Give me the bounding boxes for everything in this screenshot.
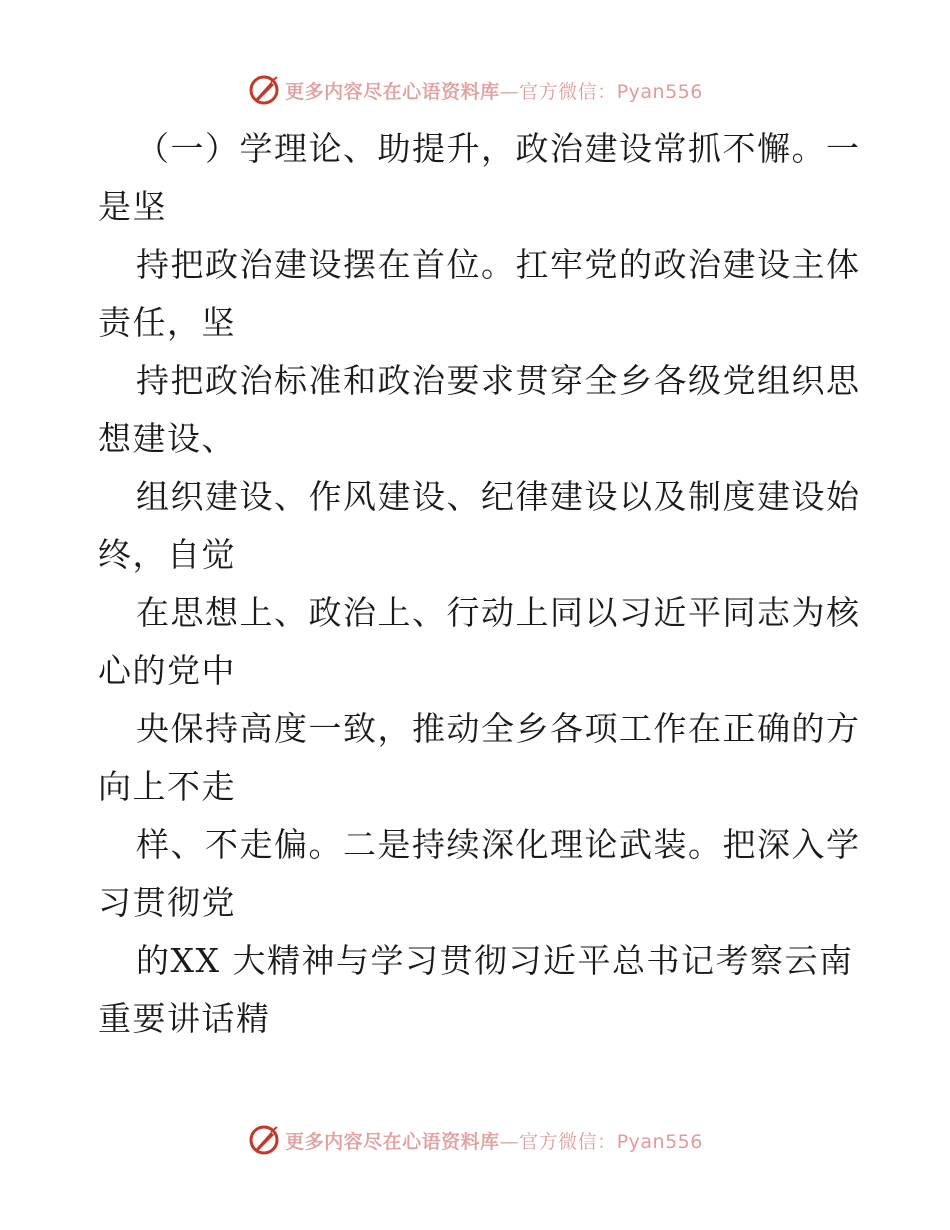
header-banner-text — [285, 77, 703, 104]
body-line: 持把政治建设摆在首位。扛牢党的政治建设主体 — [136, 245, 861, 284]
footer-banner-wechat-label: 官方微信： — [519, 1130, 617, 1153]
body-line: 终，自觉 — [98, 535, 236, 574]
footer-banner — [0, 1120, 950, 1160]
body-line: 的XX 大精神与学习贯彻习近平总书记考察云南 — [136, 941, 854, 980]
document-body — [98, 120, 861, 1048]
body-line: 责任，坚 — [98, 303, 236, 342]
body-line: 重要讲话精 — [98, 999, 271, 1038]
body-line: （一）学理论、助提升，政治建设常抓不懈。一 — [136, 129, 861, 168]
body-line: 样、不走偏。二是持续深化理论武装。把深入学 — [136, 825, 861, 864]
footer-banner-separator: — — [499, 1130, 520, 1153]
body-line: 央保持高度一致，推动全乡各项工作在正确的方 — [136, 709, 861, 748]
header-banner-wechat-id: Pyan556 — [616, 80, 703, 103]
body-line: 向上不走 — [98, 767, 236, 806]
body-line: 习贯彻党 — [98, 883, 236, 922]
quill-pen-circle-icon — [247, 1123, 281, 1157]
header-banner-separator: — — [499, 80, 520, 103]
body-line: 心的党中 — [98, 651, 236, 690]
header-banner — [0, 70, 950, 110]
body-line: 想建设、 — [98, 419, 236, 458]
footer-banner-main: 更多内容尽在心语资料库 — [285, 1130, 500, 1153]
footer-banner-text — [285, 1127, 703, 1154]
footer-banner-wechat-id: Pyan556 — [616, 1130, 703, 1153]
body-line: 持把政治标准和政治要求贯穿全乡各级党组织思 — [136, 361, 861, 400]
header-banner-wechat-label: 官方微信： — [519, 80, 617, 103]
body-line: 在思想上、政治上、行动上同以习近平同志为核 — [136, 593, 861, 632]
body-line: 组织建设、作风建设、纪律建设以及制度建设始 — [136, 477, 861, 516]
quill-pen-circle-icon — [247, 73, 281, 107]
body-line: 是坚 — [98, 187, 167, 226]
header-banner-main: 更多内容尽在心语资料库 — [285, 80, 500, 103]
